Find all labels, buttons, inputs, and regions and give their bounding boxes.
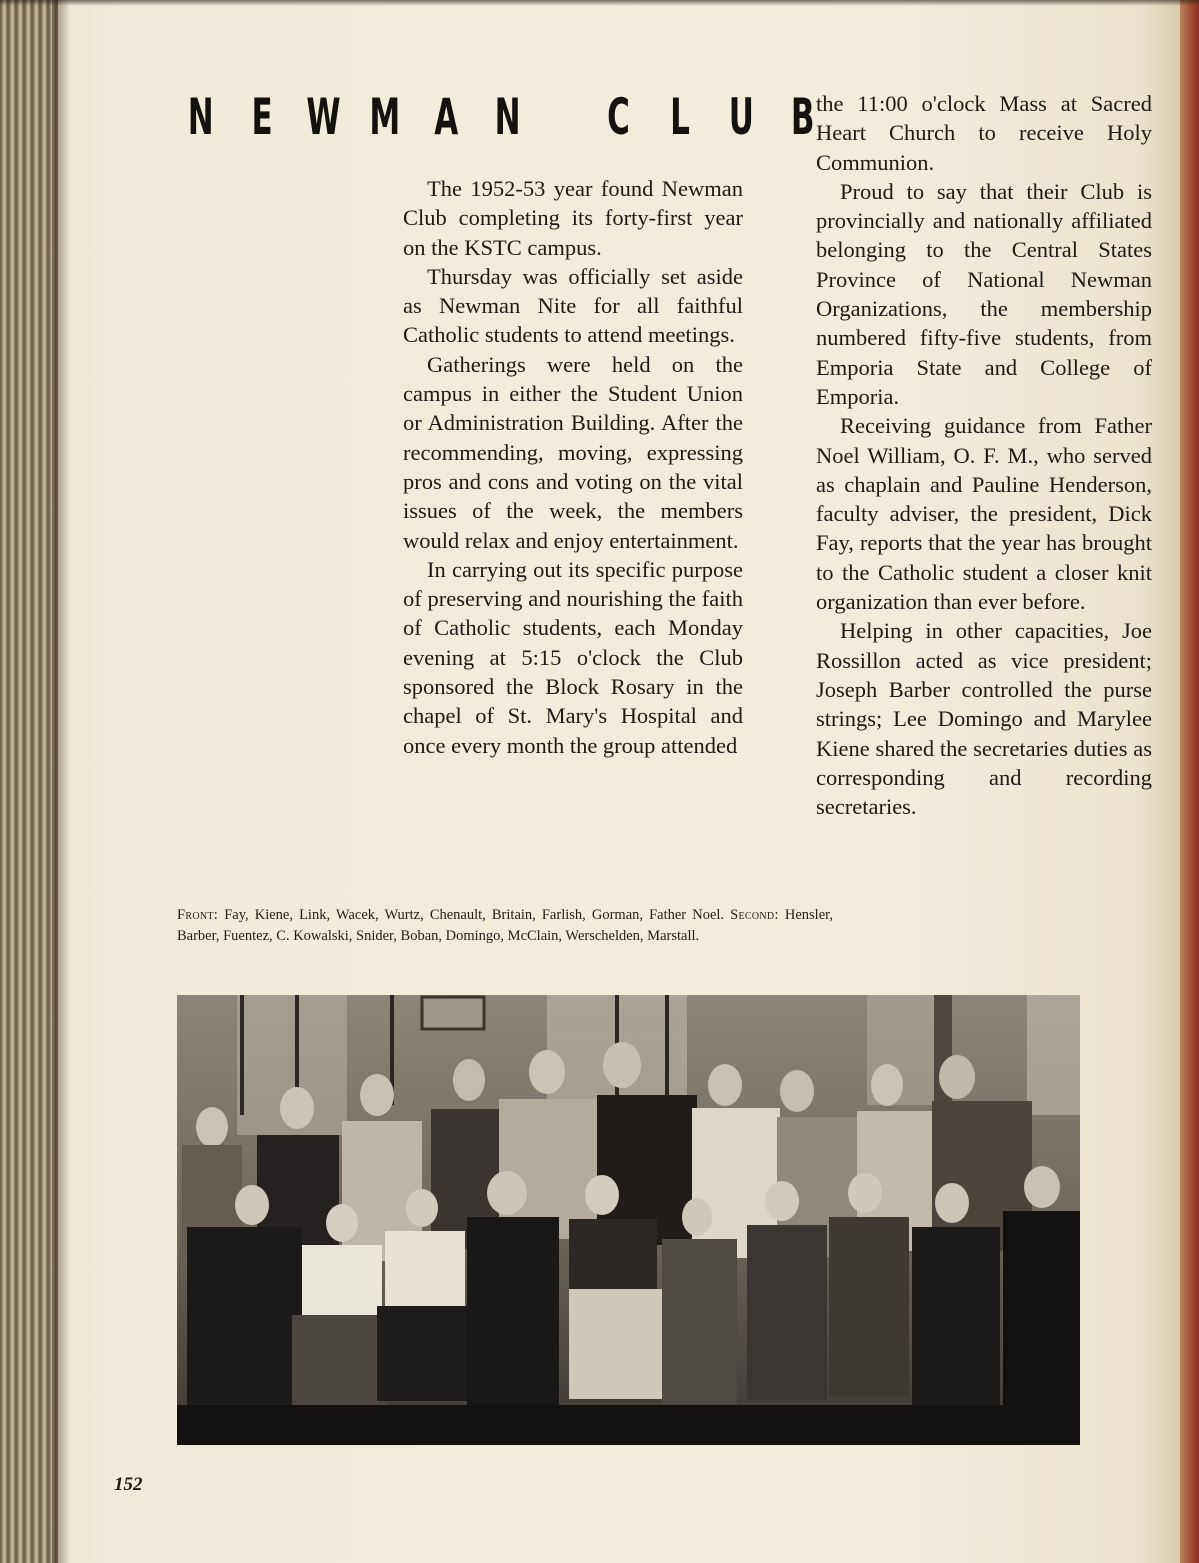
- article-column-left: [403, 174, 743, 760]
- page-edge: [1180, 0, 1199, 1563]
- article-paragraph: Helping in other capacities, Joe Rossillon acted as vice president; Joseph Barber controlled the purse strings; Lee Domingo and Marylee Kiene shared the secretaries duties as corresponding and recording secretaries.: [816, 618, 1152, 820]
- title-letter: C: [607, 88, 630, 146]
- top-shadow: [0, 0, 1199, 6]
- page-title: [170, 88, 815, 146]
- article-paragraph: the 11:00 o'clock Mass at Sacred Heart Church to receive Holy Communion.: [816, 91, 1152, 175]
- caption-front-label: Front:: [177, 907, 219, 923]
- binding-shadow: [52, 0, 70, 1563]
- title-letter: A: [434, 88, 459, 146]
- title-letter: E: [251, 88, 273, 146]
- title-letter: M: [369, 88, 401, 146]
- book-binding: [0, 0, 58, 1563]
- article-paragraph: Gatherings were held on the campus in either the Student Union or Administration Building. After the recommending, moving, expressing pros and cons and voting on the vital issues of the week, the members would relax and enjoy entertainment.: [403, 351, 743, 553]
- article-paragraph: Proud to say that their Club is provincially and nationally affiliated belonging to the Central States Province of National Newman Organizations, the membership numbered fifty-five students, from Emporia State and College of Emporia.: [816, 178, 1152, 409]
- title-letter: W: [306, 88, 341, 146]
- article-paragraph: Thursday was officially set aside as Newman Nite for all faithful Catholic students to attend meetings.: [403, 263, 743, 348]
- caption-second-label: Second:: [730, 907, 779, 923]
- article-paragraph: Receiving guidance from Father Noel William, O. F. M., who served as chaplain and Pauline Henderson, faculty adviser, the president, Dick Fay, reports that the year has brought to the Catholic student a closer knit organization than ever before.: [816, 413, 1152, 615]
- article-paragraph: The 1952-53 year found Newman Club completing its forty-first year on the KSTC campus.: [403, 176, 743, 260]
- title-letter: B: [790, 88, 815, 146]
- article-column-right: [816, 89, 1152, 821]
- page-number: 152: [114, 1474, 143, 1495]
- title-letter: U: [728, 88, 754, 146]
- photo-caption: [177, 905, 833, 947]
- title-letter: N: [494, 88, 521, 146]
- group-photo: [177, 995, 1080, 1445]
- article-paragraph: In carrying out its specific purpose of preserving and nourishing the faith of Catholic students, each Monday evening at 5:15 o'clock the Club sponsored the Block Rosary in the chapel of St. Mary's Hospital and once every month the group attended: [403, 556, 743, 758]
- title-letter: L: [670, 88, 690, 146]
- title-letter: N: [187, 88, 214, 146]
- caption-front-names: Fay, Kiene, Link, Wacek, Wurtz, Chenault, Britain, Farlish, Gorman, Father Noel.: [224, 907, 725, 923]
- caption-second-names: Hensler, Barber, Fuentez, C. Kowalski, Snider, Boban, Domingo, McClain, Werschelden, Marstall.: [177, 907, 834, 944]
